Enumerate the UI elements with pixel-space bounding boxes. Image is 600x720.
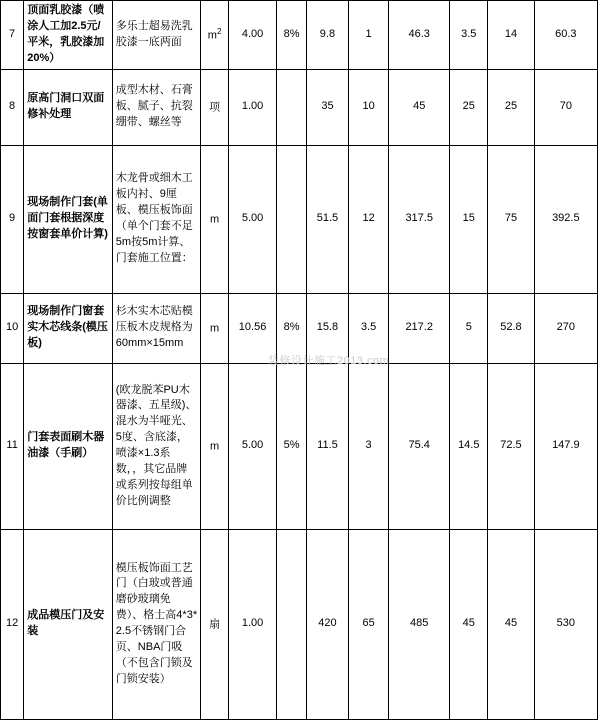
row-quantity: 1.00 bbox=[228, 69, 277, 145]
row-index: 9 bbox=[1, 145, 24, 293]
row-subtotal: 45 bbox=[389, 69, 450, 145]
row-unit bbox=[201, 293, 228, 363]
row-material: 11.5 bbox=[306, 363, 348, 529]
row-description: 多乐士超易洗乳胶漆一底两面 bbox=[112, 1, 201, 70]
row-quantity: 1.00 bbox=[228, 529, 277, 719]
row-loss: 8% bbox=[277, 1, 307, 70]
row-management-fee: 3.5 bbox=[450, 1, 488, 70]
row-loss: 5% bbox=[277, 363, 307, 529]
row-total: 392.5 bbox=[534, 145, 597, 293]
row-description: 杉木实木芯贴模压板木皮规格为60mm×15mm bbox=[112, 293, 201, 363]
row-machine-fee: 75 bbox=[488, 145, 534, 293]
row-material: 420 bbox=[306, 529, 348, 719]
row-material: 9.8 bbox=[306, 1, 348, 70]
row-unit-superscript: 2 bbox=[216, 26, 222, 36]
row-material: 35 bbox=[306, 69, 348, 145]
row-unit bbox=[201, 363, 228, 529]
row-loss bbox=[277, 69, 307, 145]
table-row bbox=[1, 145, 598, 293]
row-management-fee: 45 bbox=[450, 529, 488, 719]
row-unit-text: 扇 bbox=[209, 618, 221, 631]
row-subtotal: 317.5 bbox=[389, 145, 450, 293]
row-labor: 3 bbox=[349, 363, 389, 529]
row-unit bbox=[201, 529, 228, 719]
row-labor: 10 bbox=[349, 69, 389, 145]
row-loss bbox=[277, 145, 307, 293]
row-unit-text: 项 bbox=[209, 101, 221, 114]
row-item-name: 门套表面刷木器油漆（手刷） bbox=[24, 363, 113, 529]
row-loss: 8% bbox=[277, 293, 307, 363]
row-machine-fee: 45 bbox=[488, 529, 534, 719]
row-loss bbox=[277, 529, 307, 719]
row-description: (欧龙脱苯PU木器漆、五星级)、混水为半哑光、5度、含底漆，喷漆×1.3系数，，其它品牌或系列按每组单价比例调整 bbox=[112, 363, 201, 529]
row-index: 10 bbox=[1, 293, 24, 363]
row-machine-fee: 52.8 bbox=[488, 293, 534, 363]
row-total: 60.3 bbox=[534, 1, 597, 70]
row-item-name: 现场制作门窗套实木芯线条(模压板) bbox=[24, 293, 113, 363]
row-material: 51.5 bbox=[306, 145, 348, 293]
row-management-fee: 5 bbox=[450, 293, 488, 363]
row-labor: 3.5 bbox=[349, 293, 389, 363]
row-index: 11 bbox=[1, 363, 24, 529]
row-unit-text: m bbox=[210, 213, 220, 226]
row-item-name: 现场制作门套(单面门套根据深度按窗套单价计算) bbox=[24, 145, 113, 293]
row-subtotal: 217.2 bbox=[389, 293, 450, 363]
row-description: 成型木材、石膏板、腻子、抗裂绷带、螺丝等 bbox=[112, 69, 201, 145]
row-quantity: 10.56 bbox=[228, 293, 277, 363]
table-row bbox=[1, 363, 598, 529]
row-total: 147.9 bbox=[534, 363, 597, 529]
row-index: 12 bbox=[1, 529, 24, 719]
table-row bbox=[1, 1, 598, 70]
row-management-fee: 25 bbox=[450, 69, 488, 145]
row-item-name: 原高门洞口双面修补处理 bbox=[24, 69, 113, 145]
row-unit-text: m bbox=[207, 29, 217, 42]
row-labor: 65 bbox=[349, 529, 389, 719]
row-item-name: 顶面乳胶漆（喷涂人工加2.5元/平米，乳胶漆加20%） bbox=[24, 1, 113, 70]
row-management-fee: 14.5 bbox=[450, 363, 488, 529]
row-machine-fee: 14 bbox=[488, 1, 534, 70]
row-unit-text: m bbox=[210, 440, 220, 453]
row-subtotal: 46.3 bbox=[389, 1, 450, 70]
row-material: 15.8 bbox=[306, 293, 348, 363]
row-machine-fee: 25 bbox=[488, 69, 534, 145]
table-row bbox=[1, 69, 598, 145]
table-row bbox=[1, 293, 598, 363]
row-unit-text: m bbox=[210, 322, 220, 335]
row-total: 70 bbox=[534, 69, 597, 145]
row-management-fee: 15 bbox=[450, 145, 488, 293]
row-quantity: 4.00 bbox=[228, 1, 277, 70]
table-row bbox=[1, 529, 598, 719]
row-total: 530 bbox=[534, 529, 597, 719]
row-unit bbox=[201, 145, 228, 293]
watermark-text: 装修设计施工2013.com bbox=[268, 355, 390, 367]
row-quantity: 5.00 bbox=[228, 363, 277, 529]
row-item-name: 成品模压门及安装 bbox=[24, 529, 113, 719]
row-index: 8 bbox=[1, 69, 24, 145]
row-labor: 1 bbox=[349, 1, 389, 70]
row-subtotal: 485 bbox=[389, 529, 450, 719]
row-description: 模压板饰面工艺门（白玻或普通磨砂玻璃免费）、格士高4*3*2.5不锈钢门合页、NBA门吸（不包含门锁及门锁安装） bbox=[112, 529, 201, 719]
row-description: 木龙骨或细木工板内衬、9厘板、模压板饰面（单个门套不足5m按5m计算、门套施工位置： bbox=[112, 145, 201, 293]
row-total: 270 bbox=[534, 293, 597, 363]
table-body bbox=[1, 1, 598, 720]
row-quantity: 5.00 bbox=[228, 145, 277, 293]
row-unit bbox=[201, 69, 228, 145]
row-machine-fee: 72.5 bbox=[488, 363, 534, 529]
row-labor: 12 bbox=[349, 145, 389, 293]
row-unit bbox=[201, 1, 228, 70]
row-subtotal: 75.4 bbox=[389, 363, 450, 529]
row-index: 7 bbox=[1, 1, 24, 70]
